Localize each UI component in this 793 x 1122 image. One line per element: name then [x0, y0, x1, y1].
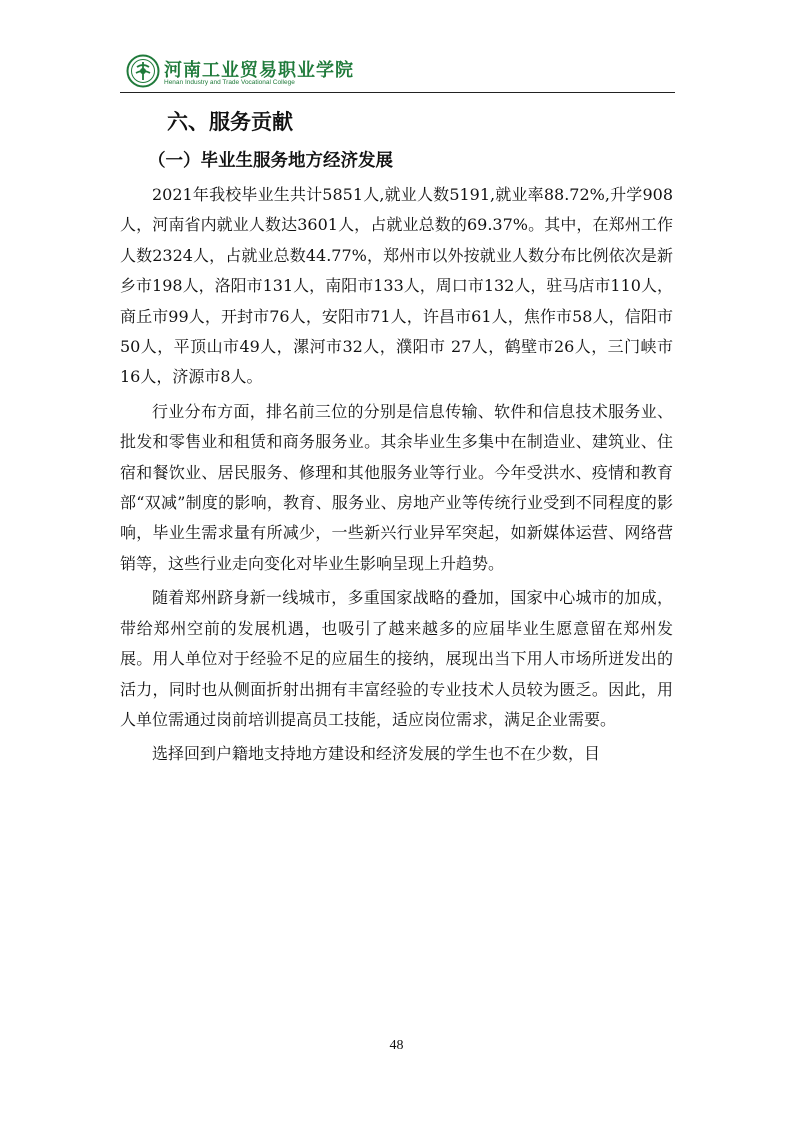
paragraph-hometown-return: 选择回到户籍地支持地方建设和经济发展的学生也不在少数，目 — [152, 744, 601, 764]
paragraph-employment-stats: 2021年我校毕业生共计5851人,就业人数5191,就业率88.72%,升学908人，河南省内就业人数达3601人，占就业总数的69.37%。其中，在郑州工作人数2324人，占就业总数44.77%，郑州市以外按就业人数分布比例依次是新乡市198人，洛阳市131人，南阳市133人，周口市132人，驻马店市110人，商丘市99人，开封市76人，安阳市71人，许昌市61人，焦作市58人，信阳市50人，平顶山市49人，漯河市32人，濮阳市 27人，鹤壁市26人，三门峡市16人，济源市8人。 — [120, 185, 673, 387]
school-name-english: Henan Industry and Trade Vocational College — [164, 79, 295, 86]
subsection-title: （一）毕业生服务地方经济发展 — [148, 151, 393, 171]
school-name: 河南工业贸易职业学院 — [164, 60, 354, 81]
paragraph-zhengzhou-development: 随着郑州跻身新一线城市，多重国家战略的叠加，国家中心城市的加成，带给郑州空前的发展机遇，也吸引了越来越多的应届毕业生愿意留在郑州发展。用人单位对于经验不足的应届生的接纳，展现出当下用人市场所迸发出的活力，同时也从侧面折射出拥有丰富经验的专业技术人员较为匮乏。因此，用人单位需通过岗前培训提高员工技能，适应岗位需求，满足企业需要。 — [120, 588, 673, 729]
page-number: 48 — [389, 1038, 404, 1053]
paragraph-industry-distribution: 行业分布方面，排名前三位的分别是信息传输、软件和信息技术服务业、批发和零售业和租赁和商务服务业。其余毕业生多集中在制造业、建筑业、住宿和餐饮业、居民服务、修理和其他服务业等行业。今年受洪水、疫情和教育部“双减”制度的影响，教育、服务业、房地产业等传统行业受到不同程度的影响，毕业生需求量有所减少，一些新兴行业异军突起，如新媒体运营、网络营销等，这些行业走向变化对毕业生影响呈现上升趋势。 — [120, 401, 673, 573]
school-emblem-icon — [126, 54, 160, 88]
page-header — [120, 52, 675, 94]
section-title: 六、服务贡献 — [167, 110, 293, 134]
page-body — [120, 102, 673, 774]
header-divider — [120, 92, 675, 93]
